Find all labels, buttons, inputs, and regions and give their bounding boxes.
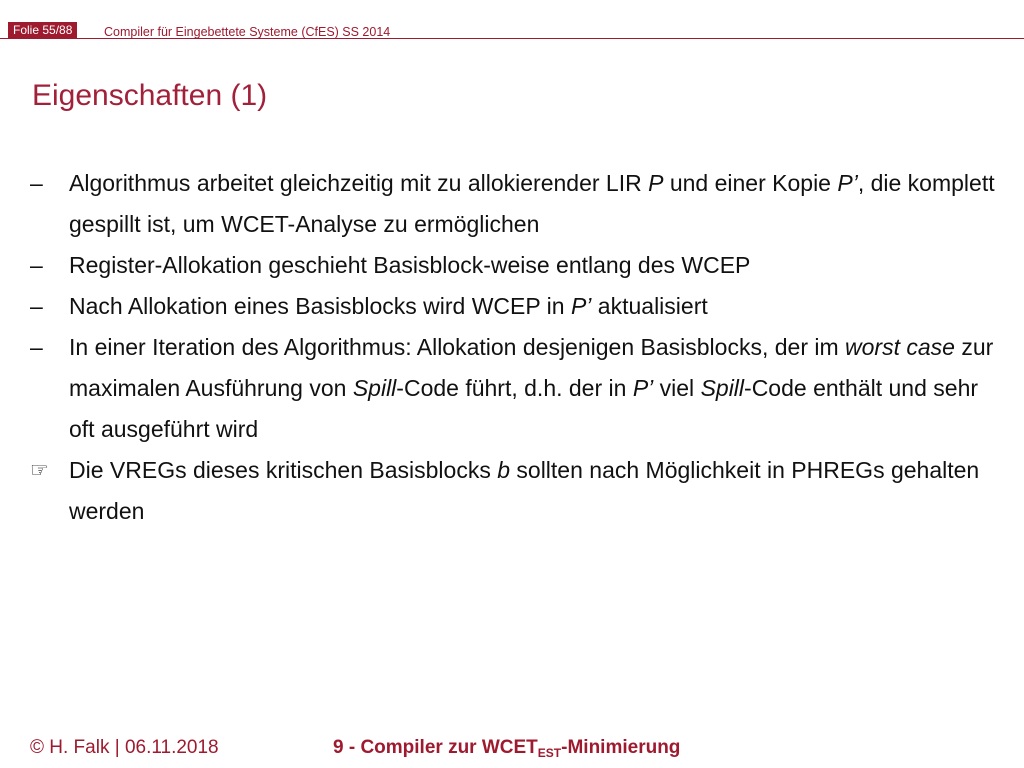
dash-marker: – <box>30 334 43 360</box>
slide-title: Eigenschaften (1) <box>32 79 268 112</box>
italic-term: P <box>648 170 664 196</box>
text-segment: aktualisiert <box>591 293 708 319</box>
footer-chapter-subscript: EST <box>537 746 562 760</box>
bullet-list <box>30 163 1000 532</box>
bullet-text <box>69 293 708 319</box>
bullet-item <box>30 286 1000 327</box>
footer-chapter-title <box>333 735 680 766</box>
bullet-text <box>69 252 750 278</box>
text-segment: Algorithmus arbeitet gleichzeitig mit zu allokierender LIR <box>69 170 649 196</box>
footer-chapter-prefix: 9 - Compiler zur WCET <box>333 737 538 758</box>
text-segment: -Code enthält und sehr oft ausgeführt wird <box>69 375 979 442</box>
footer-author-date: © H. Falk | 06.11.2018 <box>30 737 219 758</box>
italic-term: P’ <box>632 375 654 401</box>
text-segment: In einer Iteration des Algorithmus: Allokation desjenigen Basisblocks, der im <box>69 334 846 360</box>
dash-marker: – <box>30 170 43 196</box>
italic-term: Spill <box>352 375 397 401</box>
bullet-text <box>69 170 995 237</box>
italic-term: Spill <box>700 375 745 401</box>
text-segment: Register-Allokation geschieht Basisblock-weise entlang des WCEP <box>69 252 751 278</box>
italic-term: P’ <box>570 293 592 319</box>
italic-term: b <box>497 457 511 483</box>
dash-marker: – <box>30 293 43 319</box>
text-segment: , die komplett gespillt ist, um WCET-Analyse zu ermöglichen <box>69 170 995 237</box>
italic-term: worst case <box>845 334 955 360</box>
dash-marker: – <box>30 252 43 278</box>
bullet-text <box>69 334 993 442</box>
bullet-item <box>30 163 1000 245</box>
text-segment: Nach Allokation eines Basisblocks wird WCEP in <box>69 293 571 319</box>
slide-number-badge: Folie 55/88 <box>8 22 77 38</box>
bullet-item <box>30 327 1000 450</box>
text-segment: Die VREGs dieses kritischen Basisblocks <box>69 457 498 483</box>
text-segment: viel <box>653 375 701 401</box>
pointing-hand-icon: ☞ <box>30 459 49 482</box>
bullet-text <box>69 457 979 524</box>
text-segment: -Code führt, d.h. der in <box>396 375 633 401</box>
italic-term: P’ <box>837 170 858 196</box>
bullet-item <box>30 245 1000 286</box>
footer-chapter-suffix: -Minimierung <box>561 737 681 758</box>
text-segment: und einer Kopie <box>663 170 838 196</box>
text-segment: sollten nach Möglichkeit in PHREGs gehalten werden <box>69 457 980 524</box>
course-title: Compiler für Eingebettete Systeme (CfES) SS 2014 <box>104 25 391 39</box>
text-segment: zur maximalen Ausführung von <box>69 334 994 401</box>
bullet-item <box>30 450 1000 532</box>
